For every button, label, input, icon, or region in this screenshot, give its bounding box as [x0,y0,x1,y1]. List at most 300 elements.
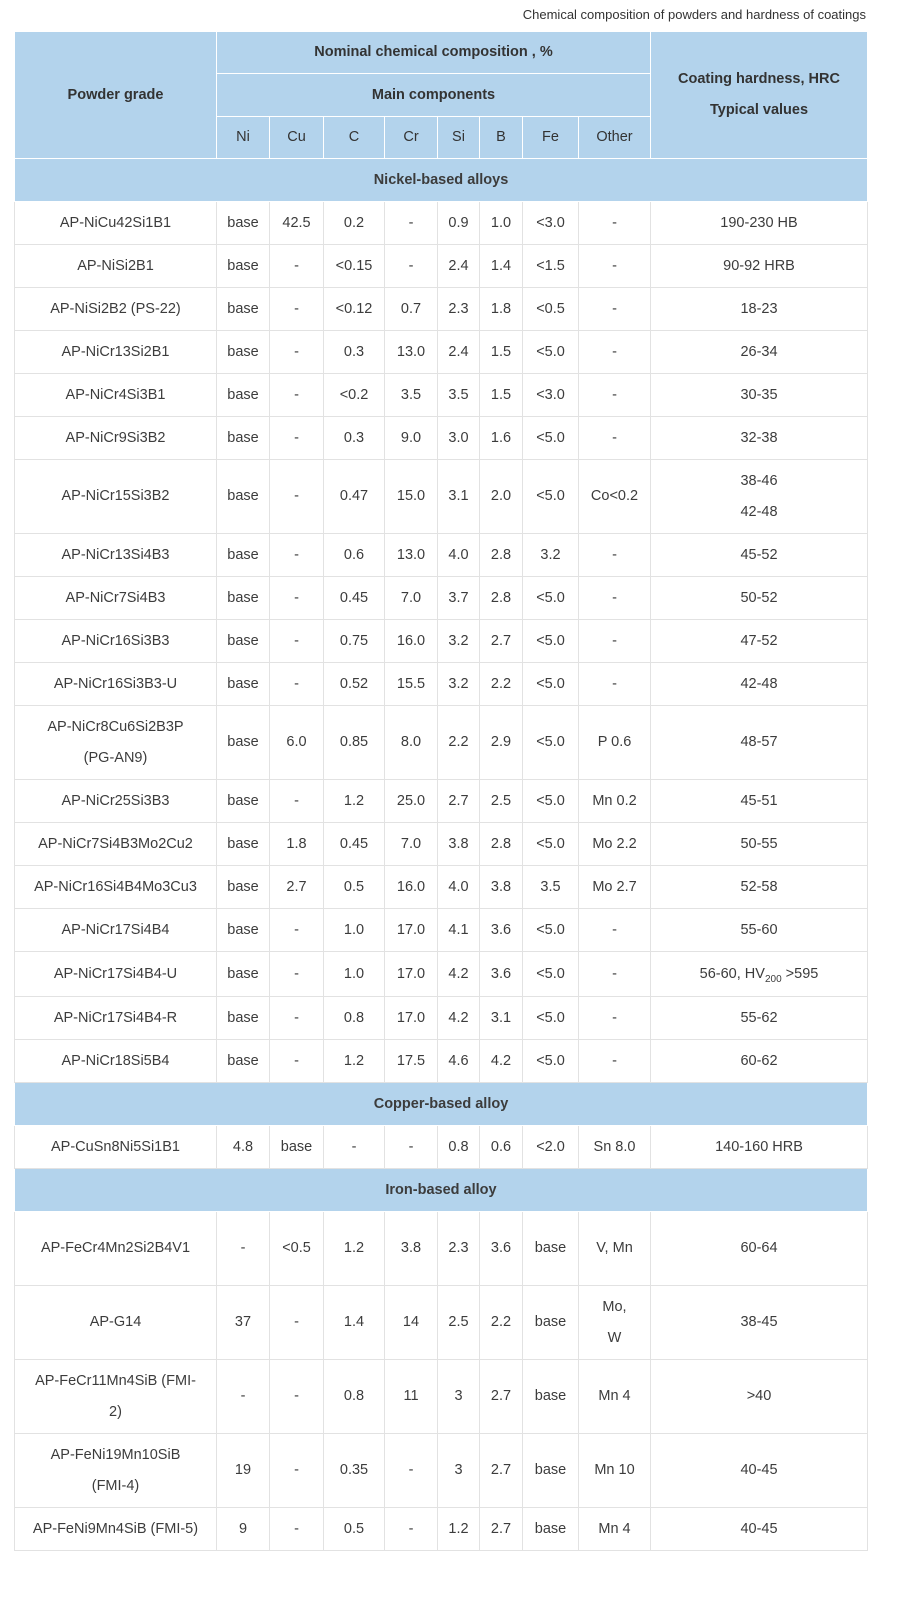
cu-cell [270,1212,324,1286]
cr-cell [385,997,438,1040]
fe-cell [523,331,579,374]
cr-cell [385,288,438,331]
ni-cell [217,1126,270,1169]
header-hardness-line1: Coating hardness, HRC [678,71,840,87]
other-cell [579,1434,651,1508]
powder-grade-cell [15,620,217,663]
section-heading: Nickel-based alloys [15,159,868,202]
cu-value: - [294,488,299,504]
cu-cell [270,620,324,663]
other-value: Mn 4 [598,1388,631,1404]
fe-value: 3.5 [540,878,561,895]
ni-cell [217,1212,270,1286]
other-cell [579,1360,651,1434]
ni-cell [217,1040,270,1083]
c-value: 0.85 [339,734,369,750]
c-cell [324,1360,385,1434]
c-value: 1.0 [343,965,365,982]
powder-grade-cell [15,1212,217,1286]
si-value: 3.2 [448,675,469,692]
fe-cell [523,663,579,706]
powder-grade-cell [15,331,217,374]
si-value: 2.3 [448,300,469,317]
c-value: 0.6 [343,546,365,563]
cr-value: 8.0 [400,734,422,750]
c-cell [324,1212,385,1286]
cu-cell [270,1434,324,1508]
ni-value: base [227,921,259,938]
other-value: - [612,343,617,360]
hardness-value: 30-35 [740,386,778,403]
cr-value: - [408,1462,414,1478]
fe-cell [523,909,579,952]
hardness-cell [651,1508,868,1551]
fe-cell [523,374,579,417]
hardness-value: 26-34 [740,343,778,360]
table-row [15,909,868,952]
hardness-value: 55-60 [740,921,778,938]
ni-cell [217,1508,270,1551]
b-cell [480,706,523,780]
c-value: 1.2 [343,1052,365,1069]
b-cell [480,620,523,663]
other-cell [579,534,651,577]
ni-cell [217,780,270,823]
cu-value: - [294,1052,299,1069]
powder-grade-cell [15,1360,217,1434]
header-coating-hardness [651,32,868,159]
ni-value: base [227,300,259,317]
hardness-value: 50-52 [740,589,778,606]
cu-cell [270,417,324,460]
c-cell [324,1286,385,1360]
section-row-copper [15,1083,868,1126]
si-cell [438,1360,480,1434]
cu-cell [270,997,324,1040]
hardness-cell [651,1126,868,1169]
other-value: - [612,965,617,982]
c-cell [324,620,385,663]
powder-grade-cell [15,534,217,577]
other-value: - [612,921,617,938]
powder-grade-cell [15,909,217,952]
ni-cell [217,866,270,909]
ni-value: base [227,792,259,809]
cu-value: - [294,1314,299,1330]
b-cell [480,997,523,1040]
cr-value: 9.0 [400,429,422,446]
powder-grade: AP-NiCr16Si3B3 [61,632,170,649]
fe-value: <5.0 [536,835,565,852]
table-caption: Chemical composition of powders and hardness of coatings [522,7,866,22]
cr-value: 25.0 [396,792,426,809]
cu-cell [270,909,324,952]
si-cell [438,1040,480,1083]
powder-grade: AP-CuSn8Ni5Si1B1 [51,1138,180,1155]
powder-grade-cell [15,866,217,909]
other-value: V, Mn [596,1240,633,1256]
si-value: 2.2 [448,734,469,750]
si-value: 3 [454,1388,463,1404]
hardness-value: 45-52 [740,546,778,563]
table-row [15,1286,868,1360]
fe-value: <5.0 [536,488,565,504]
other-value: Mo 2.2 [592,835,637,852]
header-other: Other [579,117,651,159]
ni-value: base [227,675,259,692]
ni-cell [217,417,270,460]
hardness-cell [651,417,868,460]
hardness-cell [651,202,868,245]
other-cell [579,952,651,997]
hardness-value: >40 [746,1388,772,1404]
cr-value: 14 [402,1314,420,1330]
cu-value: 2.7 [286,878,307,895]
cu-cell [270,1126,324,1169]
cr-cell [385,1360,438,1434]
b-value: 2.9 [490,734,512,750]
header-hardness-line2: Typical values [709,102,809,118]
table-row [15,663,868,706]
cu-value: - [294,386,299,403]
cu-value: - [294,965,299,982]
table-row [15,245,868,288]
si-value: 3.5 [448,386,469,403]
ni-cell [217,997,270,1040]
fe-value: <5.0 [536,1052,565,1069]
cu-cell [270,1360,324,1434]
si-value: 3 [454,1462,463,1478]
b-cell [480,202,523,245]
si-cell [438,331,480,374]
cr-value: - [408,1520,414,1537]
c-cell [324,1434,385,1508]
powder-grade-cell [15,706,217,780]
cr-cell [385,202,438,245]
fe-cell [523,534,579,577]
cr-cell [385,1434,438,1508]
fe-cell [523,417,579,460]
powder-grade-cell [15,997,217,1040]
cu-value: - [294,300,299,317]
cu-cell [270,331,324,374]
other-cell [579,331,651,374]
b-value: 3.1 [490,1009,512,1026]
cr-cell [385,374,438,417]
cr-value: 13.0 [396,343,426,360]
ni-value: base [227,386,259,403]
hardness-cell [651,288,868,331]
si-cell [438,1286,480,1360]
fe-value: base [534,1240,567,1256]
hardness-value: 140-160 HRB [715,1138,803,1155]
table-row [15,706,868,780]
fe-cell [523,780,579,823]
hardness-value: 60-62 [740,1052,778,1069]
b-value: 2.8 [490,546,512,563]
si-cell [438,202,480,245]
ni-value: 4.8 [232,1138,254,1155]
si-cell [438,245,480,288]
fe-value: <5.0 [536,675,565,692]
si-value: 1.2 [448,1520,469,1537]
hardness-cell [651,620,868,663]
header-ni: Ni [217,117,270,159]
c-value: 0.75 [339,632,369,649]
hardness-cell [651,577,868,620]
c-cell [324,1126,385,1169]
hardness-cell [651,460,868,534]
cu-cell [270,202,324,245]
b-cell [480,577,523,620]
cu-cell [270,460,324,534]
si-cell [438,620,480,663]
ni-cell [217,534,270,577]
ni-value: base [227,835,259,852]
b-value: 2.8 [490,835,512,852]
cr-value: 17.0 [396,921,426,938]
ni-value: base [227,214,259,231]
fe-cell [523,1126,579,1169]
powder-grade-cell [15,202,217,245]
fe-value: 3.2 [540,546,561,563]
c-value: <0.15 [335,257,373,274]
cr-cell [385,1508,438,1551]
other-cell [579,1286,651,1360]
ni-value: base [227,429,259,446]
hardness-cell [651,780,868,823]
b-value: 3.8 [490,878,512,895]
b-cell [480,1126,523,1169]
c-value: 0.45 [339,589,369,606]
cu-cell [270,288,324,331]
hardness-value: 45-51 [740,792,778,809]
fe-cell [523,952,579,997]
powder-grade-cell [15,245,217,288]
ni-cell [217,202,270,245]
ni-cell [217,288,270,331]
other-value: Mo 2.7 [592,878,637,895]
table-row [15,417,868,460]
cr-cell [385,331,438,374]
fe-cell [523,288,579,331]
c-value: <0.12 [335,300,373,317]
c-cell [324,288,385,331]
hardness-value-alt: 42-48 [740,503,778,520]
hardness-cell [651,706,868,780]
cu-cell [270,866,324,909]
ni-value: base [227,546,259,563]
fe-cell [523,866,579,909]
b-value: 2.5 [490,792,512,809]
cr-value: - [408,257,414,274]
powder-grade-cell [15,780,217,823]
b-value: 2.7 [490,1388,512,1404]
cr-value: 0.7 [400,300,422,317]
fe-value: base [534,1388,567,1404]
other-cell [579,417,651,460]
si-value: 4.1 [448,921,469,938]
table-row [15,866,868,909]
table-row [15,997,868,1040]
other-cell [579,1212,651,1286]
powder-grade: AP-FeCr11Mn4SiB (FMI- [35,1372,196,1389]
ni-value: - [240,1388,246,1404]
cr-value: 15.5 [396,675,426,692]
table-row [15,1508,868,1551]
powder-grade: AP-NiSi2B1 [77,257,154,274]
b-cell [480,1434,523,1508]
cr-value: 17.0 [396,1009,426,1026]
table-body [15,159,868,1551]
c-value: 0.8 [343,1009,365,1026]
si-value: 0.8 [448,1138,469,1155]
table-row [15,952,868,997]
other-value: - [612,214,617,231]
table-row [15,1126,868,1169]
b-value: 2.0 [490,488,512,504]
hardness-cell [651,534,868,577]
fe-cell [523,577,579,620]
hardness-value: 55-62 [740,1009,778,1026]
si-cell [438,1126,480,1169]
b-value: 1.6 [490,429,512,446]
fe-value: <5.0 [536,632,565,649]
si-cell [438,952,480,997]
cr-value: 13.0 [396,546,426,563]
c-value: 0.45 [339,835,369,852]
cr-value: 15.0 [396,488,426,504]
b-cell [480,780,523,823]
si-value: 3.8 [448,835,469,852]
other-value: Co<0.2 [590,488,639,504]
c-value: 0.47 [339,488,369,504]
powder-grade-continued: 2) [109,1403,122,1420]
c-cell [324,952,385,997]
hardness-cell [651,1434,868,1508]
fe-cell [523,620,579,663]
b-value: 2.7 [490,1520,512,1537]
hardness-value: 38-45 [740,1314,778,1330]
ni-cell [217,706,270,780]
hardness-cell [651,909,868,952]
table-row [15,620,868,663]
si-cell [438,823,480,866]
powder-grade-cell [15,460,217,534]
cu-value: 1.8 [286,835,307,852]
other-cell [579,1040,651,1083]
section-heading: Iron-based alloy [15,1169,868,1212]
cu-cell [270,706,324,780]
b-value: 1.5 [490,343,512,360]
b-value: 2.7 [490,632,512,649]
section-heading: Copper-based alloy [15,1083,868,1126]
fe-value: <5.0 [536,1009,565,1026]
fe-value: <2.0 [536,1138,565,1155]
fe-value: <1.5 [536,257,565,274]
fe-cell [523,1212,579,1286]
cr-value: 3.5 [400,386,422,403]
hardness-value: 40-45 [740,1462,778,1478]
si-cell [438,866,480,909]
c-cell [324,1508,385,1551]
si-cell [438,1212,480,1286]
cu-value: - [294,546,299,563]
si-cell [438,534,480,577]
fe-cell [523,245,579,288]
powder-grade: AP-NiCr4Si3B1 [65,386,166,403]
cu-cell [270,663,324,706]
ni-cell [217,374,270,417]
cu-value: - [294,1520,299,1537]
cu-cell [270,245,324,288]
ni-cell [217,1434,270,1508]
table-row [15,823,868,866]
si-value: 4.2 [448,1009,469,1026]
cr-cell [385,909,438,952]
c-cell [324,780,385,823]
si-value: 3.2 [448,632,469,649]
hardness-cell [651,997,868,1040]
powder-grade: AP-NiCr7Si4B3Mo2Cu2 [38,835,193,852]
cr-cell [385,1212,438,1286]
c-value: 0.5 [343,878,365,895]
hardness-cell [651,866,868,909]
si-cell [438,577,480,620]
hardness-cell [651,1286,868,1360]
c-value: 1.4 [343,1314,365,1330]
table-row [15,460,868,534]
cu-value: - [294,792,299,809]
hardness-cell [651,1212,868,1286]
si-cell [438,1508,480,1551]
other-cell [579,823,651,866]
other-cell [579,909,651,952]
powder-grade: AP-G14 [89,1314,142,1330]
other-cell [579,460,651,534]
other-value: - [612,1052,617,1069]
powder-grade: AP-NiCr16Si3B3-U [53,675,178,692]
cr-cell [385,1040,438,1083]
fe-value: <5.0 [536,734,565,750]
hardness-value: 56-60, HV [699,965,765,982]
cr-cell [385,780,438,823]
fe-value: <5.0 [536,792,565,809]
ni-cell [217,952,270,997]
table-row [15,577,868,620]
table-row [15,780,868,823]
b-cell [480,534,523,577]
cu-cell [270,1286,324,1360]
c-value: 0.3 [343,343,365,360]
ni-cell [217,245,270,288]
c-cell [324,663,385,706]
b-cell [480,331,523,374]
table-row [15,1434,868,1508]
cr-value: 7.0 [400,835,422,852]
cr-value: 3.8 [400,1240,422,1256]
table-row [15,202,868,245]
powder-grade-continued: (FMI-4) [91,1477,140,1494]
cr-cell [385,620,438,663]
b-cell [480,952,523,997]
powder-grade-cell [15,1040,217,1083]
ni-value: base [227,632,259,649]
b-cell [480,460,523,534]
hardness-value: 38-46 [740,472,778,489]
b-cell [480,823,523,866]
fe-cell [523,202,579,245]
